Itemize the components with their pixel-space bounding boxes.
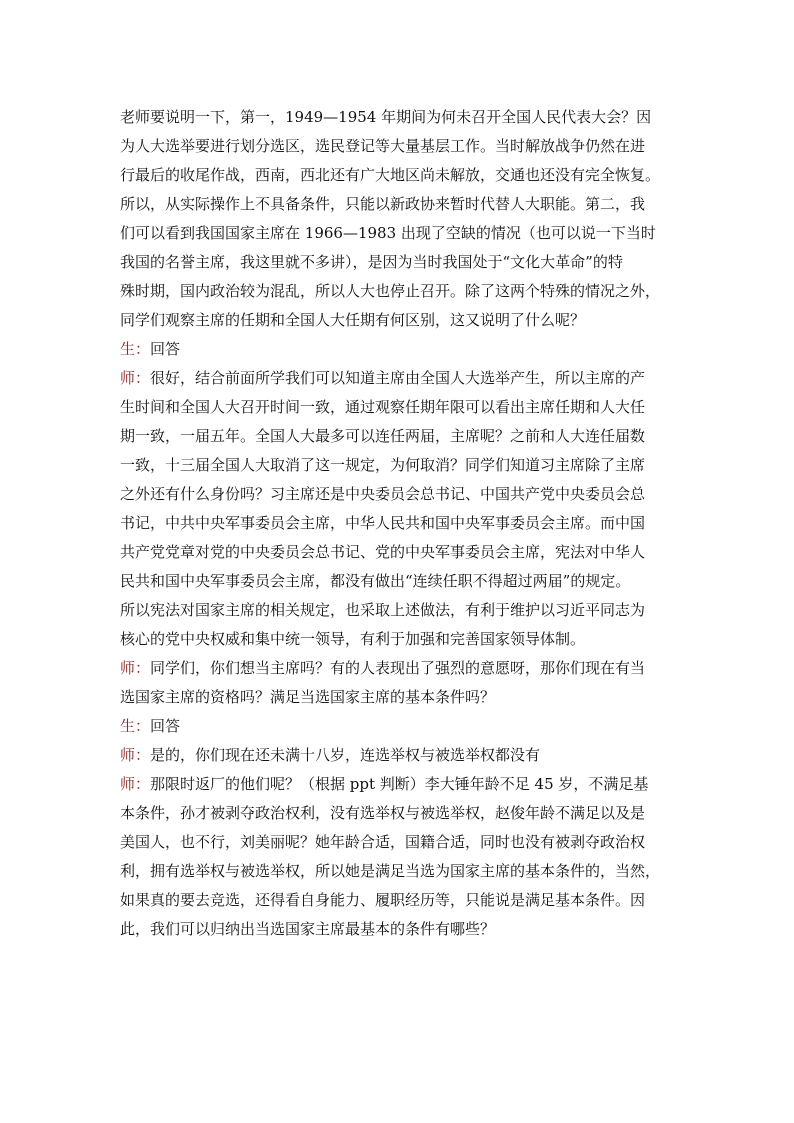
line-text: 所以，从实际操作上不具备条件，只能以新政协来暂时代替人大职能。第二，我: [120, 195, 646, 213]
line-text: 同学们，你们想当主席吗？有的人表现出了强烈的意愿呀，那你们现在有当: [150, 659, 646, 677]
text-line: [120, 306, 710, 335]
text-line: [120, 857, 710, 886]
speaker-label: 生：: [120, 340, 151, 358]
text-line: [120, 654, 710, 683]
line-text: 很好，结合前面所学我们可以知道主席由全国人大选举产生，所以主席的产: [150, 369, 646, 387]
text-line: [120, 712, 710, 741]
line-text: 一致，十三届全国人大取消了这一规定，为何取消？同学们知道习主席除了主席: [120, 456, 646, 474]
text-line: [120, 190, 710, 219]
line-text: 美国人，也不行，刘美丽呢？她年龄合适，国籍合适，同时也没有被剥夺政治权: [120, 833, 646, 851]
text-line: [120, 625, 710, 654]
document-body: [120, 103, 710, 944]
text-line: [120, 364, 710, 393]
line-text: 本条件，孙才被剥夺政治权利，没有选举权与被选举权，赵俊年龄不满足以及是: [120, 804, 646, 822]
speaker-label: 生：: [120, 717, 151, 735]
speaker-label: 师：: [120, 369, 151, 387]
text-line: [120, 480, 710, 509]
text-line: [120, 538, 710, 567]
text-line: [120, 828, 710, 857]
text-line: [120, 741, 710, 770]
text-line: [120, 915, 710, 944]
text-line: [120, 248, 710, 277]
text-line: [120, 509, 710, 538]
text-line: [120, 277, 710, 306]
line-text: 书记，中共中央军事委员会主席，中华人民共和国中央军事委员会主席。而中国: [120, 514, 646, 532]
speaker-label: 师：: [120, 659, 151, 677]
text-line: [120, 335, 710, 364]
line-text: 生时间和全国人大召开时间一致，通过观察任期年限可以看出主席任期和人大任: [120, 398, 646, 416]
line-text: 此，我们可以归纳出当选国家主席最基本的条件有哪些？: [120, 920, 496, 938]
line-text: 殊时期，国内政治较为混乱，所以人大也停止召开。除了这两个特殊的情况之外，: [120, 282, 661, 300]
text-line: [120, 103, 710, 132]
text-line: [120, 422, 710, 451]
line-text: 回答: [150, 717, 181, 735]
line-text: 所以宪法对国家主席的相关规定，也采取上述做法，有利于维护以习近平同志为: [120, 601, 646, 619]
text-line: [120, 393, 710, 422]
text-line: [120, 886, 710, 915]
line-text: 期一致，一届五年。全国人大最多可以连任两届，主席呢？之前和人大连任届数: [120, 427, 646, 445]
text-line: [120, 799, 710, 828]
line-text: 共产党党章对党的中央委员会总书记、党的中央军事委员会主席，宪法对中华人: [120, 543, 646, 561]
line-text: 回答: [150, 340, 181, 358]
line-text: 选国家主席的资格吗？满足当选国家主席的基本条件吗？: [120, 688, 496, 706]
speaker-label: 师：: [120, 746, 151, 764]
text-line: [120, 683, 710, 712]
line-text: 如果真的要去竞选，还得看自身能力、履职经历等，只能说是满足基本条件。因: [120, 891, 646, 909]
line-text: 利，拥有选举权与被选举权，所以她是满足当选为国家主席的基本条件的，当然，: [120, 862, 661, 880]
speaker-label: 师：: [120, 775, 151, 793]
text-line: [120, 596, 710, 625]
line-text: 为人大选举要进行划分选区，选民登记等大量基层工作。当时解放战争仍然在进: [120, 137, 646, 155]
text-line: [120, 567, 710, 596]
line-text: 那限时返厂的他们呢？（根据 ppt 判断）李大锤年龄不足 45 岁，不满足基: [150, 775, 649, 793]
line-text: 之外还有什么身份吗？习主席还是中央委员会总书记、中国共产党中央委员会总: [120, 485, 646, 503]
line-text: 老师要说明一下，第一，1949—1954 年期间为何未召开全国人民代表大会？因: [120, 108, 652, 126]
line-text: 们可以看到我国国家主席在 1966—1983 出现了空缺的情况（也可以说一下当时: [120, 224, 656, 242]
line-text: 民共和国中央军事委员会主席，都没有做出“连续任职不得超过两届”的规定。: [120, 572, 631, 590]
text-line: [120, 770, 710, 799]
text-line: [120, 161, 710, 190]
text-line: [120, 132, 710, 161]
line-text: 我国的名誉主席，我这里就不多讲），是因为当时我国处于“文化大革命”的特: [120, 253, 623, 271]
line-text: 行最后的收尾作战，西南，西北还有广大地区尚未解放，交通也还没有完全恢复。: [120, 166, 661, 184]
line-text: 核心的党中央权威和集中统一领导，有利于加强和完善国家领导体制。: [120, 630, 586, 648]
text-line: [120, 451, 710, 480]
text-line: [120, 219, 710, 248]
line-text: 同学们观察主席的任期和全国人大任期有何区别，这又说明了什么呢？: [120, 311, 586, 329]
line-text: 是的，你们现在还未满十八岁，连选举权与被选举权都没有: [150, 746, 541, 764]
